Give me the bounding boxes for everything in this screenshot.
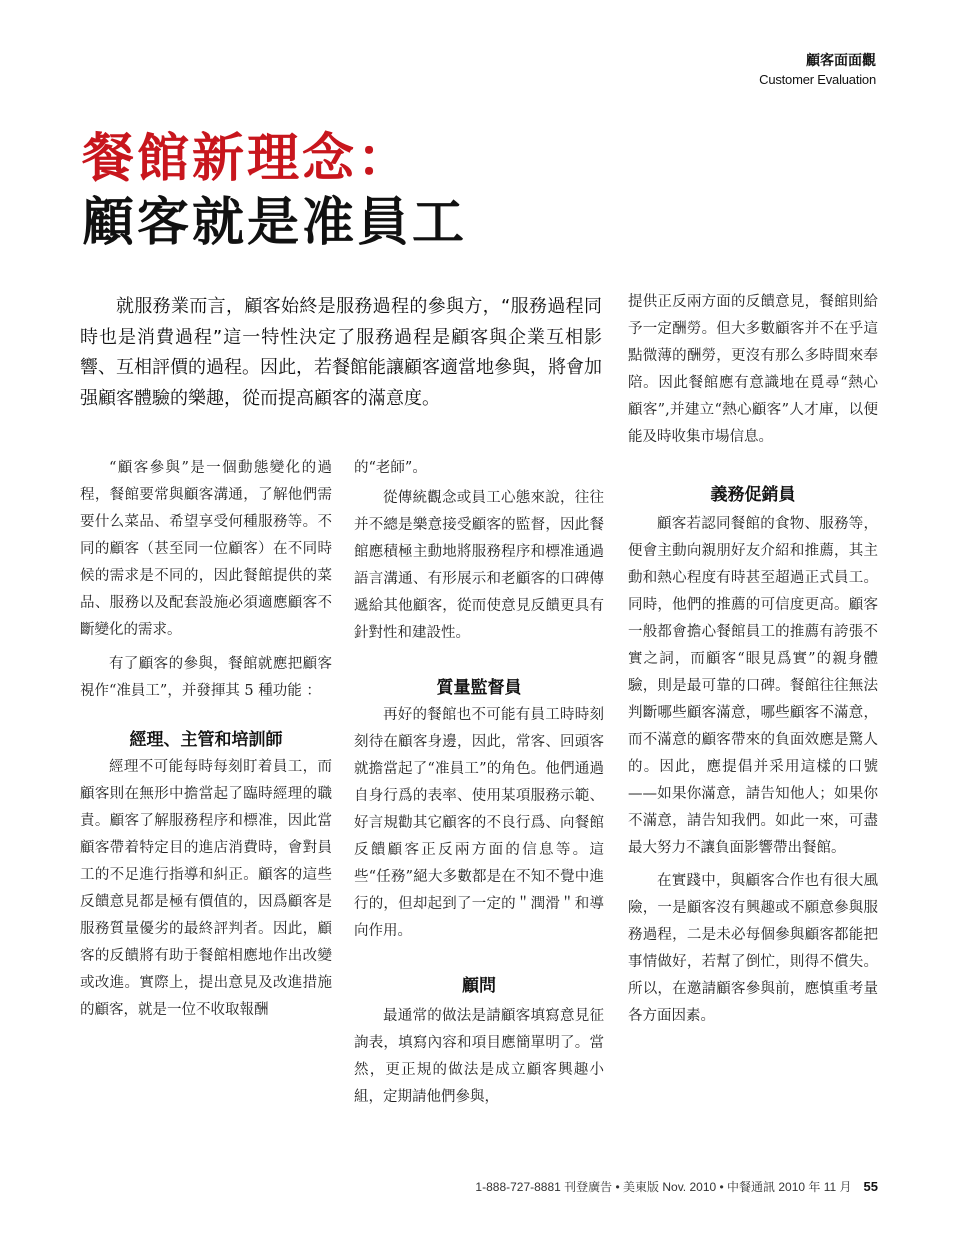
paragraph: 顧客若認同餐館的食物、服務等，便會主動向親朋好友介紹和推薦，其主動和熱心程度有時甚至超過正式員工。同時，他們的推薦的可信度更高。顧客一般都會擔心餐館員工的推薦有誇張不實之詞，而顧客“眼見爲實”的親身體驗，則是最可靠的口碑。餐館往往無法判斷哪些顧客滿意，哪些顧客不滿意，而不滿意的顧客帶來的負面效應是驚人的。因此，應提倡并采用這樣的口號——如果你滿意，請告知他人；如果你不滿意，請告知我們。如此一來，可盡最大努力不讓負面影響帶出餐館。 [628, 516, 878, 856]
paragraph: 從傳統觀念或員工心態來說，往往并不總是樂意接受顧客的監督，因此餐館應積極主動地將服務程序和標准通過語言溝通、有形展示和老顧客的口碑傳遞給其他顧客，從而使意見反饋更具有針對性和建設性。 [354, 490, 604, 641]
subheading-manager: 經理、主管和培訓師 [129, 730, 283, 750]
paragraph: 提供正反兩方面的反饋意見，餐館則給予一定酬勞。但大多數顧客并不在乎這點微薄的酬勞，更沒有那么多時間來奉陪。因此餐館應有意識地在覓尋“熱心顧客”,并建立“熱心顧客”人才庫，以便能及時收集市場信息。 [628, 294, 878, 445]
paragraph: 的“老師”。 [354, 460, 427, 476]
paragraph: 有了顧客的參與，餐館就應把顧客視作“准員工”，并發揮其 5 種功能 ： [80, 656, 332, 699]
paragraph: “顧客參與”是一個動態變化的過程，餐館要常與顧客溝通，了解他們需要什么菜品、希望享受何種服務等。不同的顧客（甚至同一位顧客）在不同時候的需求是不同的，因此餐館提供的菜品、服務以及配套設施必須適應顧客不斷變化的需求。 [80, 460, 332, 638]
body-column-1 [80, 455, 332, 1024]
page-number: 55 [863, 1179, 878, 1194]
subheading-consultant: 顧問 [462, 976, 496, 996]
section-title-cn: 顧客面面觀 [806, 53, 876, 69]
section-title-en: Customer Evaluation [759, 72, 876, 87]
page-footer [475, 1178, 878, 1195]
article-title-line-1: 餐館新理念： [82, 128, 413, 189]
paragraph: 經理不可能每時每刻盯着員工，而顧客則在無形中擔當起了臨時經理的職責。顧客了解服務程序和標准，因此當顧客帶着特定目的進店消費時，會對員工的不足進行指導和糾正。顧客的這些反饋意見都是極有價值的，因爲顧客是服務質量優劣的最終評判者。因此，顧客的反饋將有助于餐館相應地作出改變或改進。實際上，提出意見及改進措施的顧客，就是一位不收取報酬 [80, 759, 332, 1018]
paragraph: 最通常的做法是請顧客填寫意見征詢表，填寫內容和項目應簡單明了。當然，更正規的做法是成立顧客興趣小組，定期請他們參與， [354, 1008, 604, 1105]
footer-publication-info: 1-888-727-8881 刊登廣告 • 美東版 Nov. 2010 • 中餐通訊 2010 年 11 月 [475, 1180, 852, 1194]
paragraph: 在實踐中，與顧客合作也有很大風險，一是顧客沒有興趣或不願意參與服務過程，二是未必每個參與顧客都能把事情做好，若幫了倒忙，則得不償失。所以，在邀請顧客參與前，應慎重考量各方面因素。 [628, 873, 878, 1024]
lead-paragraph: 就服務業而言，顧客始終是服務過程的參與方，“服務過程同時也是消費過程”這一特性決定了服務過程是顧客與企業互相影響、互相評價的過程。因此，若餐館能讓顧客適當地參與，將會加强顧客體驗的樂趣，從而提高顧客的滿意度。 [80, 296, 602, 409]
article-title-line-2: 顧客就是准員工 [82, 192, 468, 253]
subheading-quality-supervisor: 質量監督員 [436, 678, 522, 698]
subheading-volunteer-promoter: 義務促銷員 [710, 485, 796, 505]
paragraph: 再好的餐館也不可能有員工時時刻刻待在顧客身邊，因此，常客、回頭客就擔當起了“准員工”的角色。他們通過自身行爲的表率、使用某項服務示範、好言規勸其它顧客的不良行爲、向餐館反饋顧客正反兩方面的信息等。這些“任務”絕大多數都是在不知不覺中進行的，但却起到了一定的＂潤滑＂和導向作用。 [354, 707, 604, 939]
body-column-3 [628, 289, 878, 1030]
body-column-2 [354, 455, 604, 1111]
